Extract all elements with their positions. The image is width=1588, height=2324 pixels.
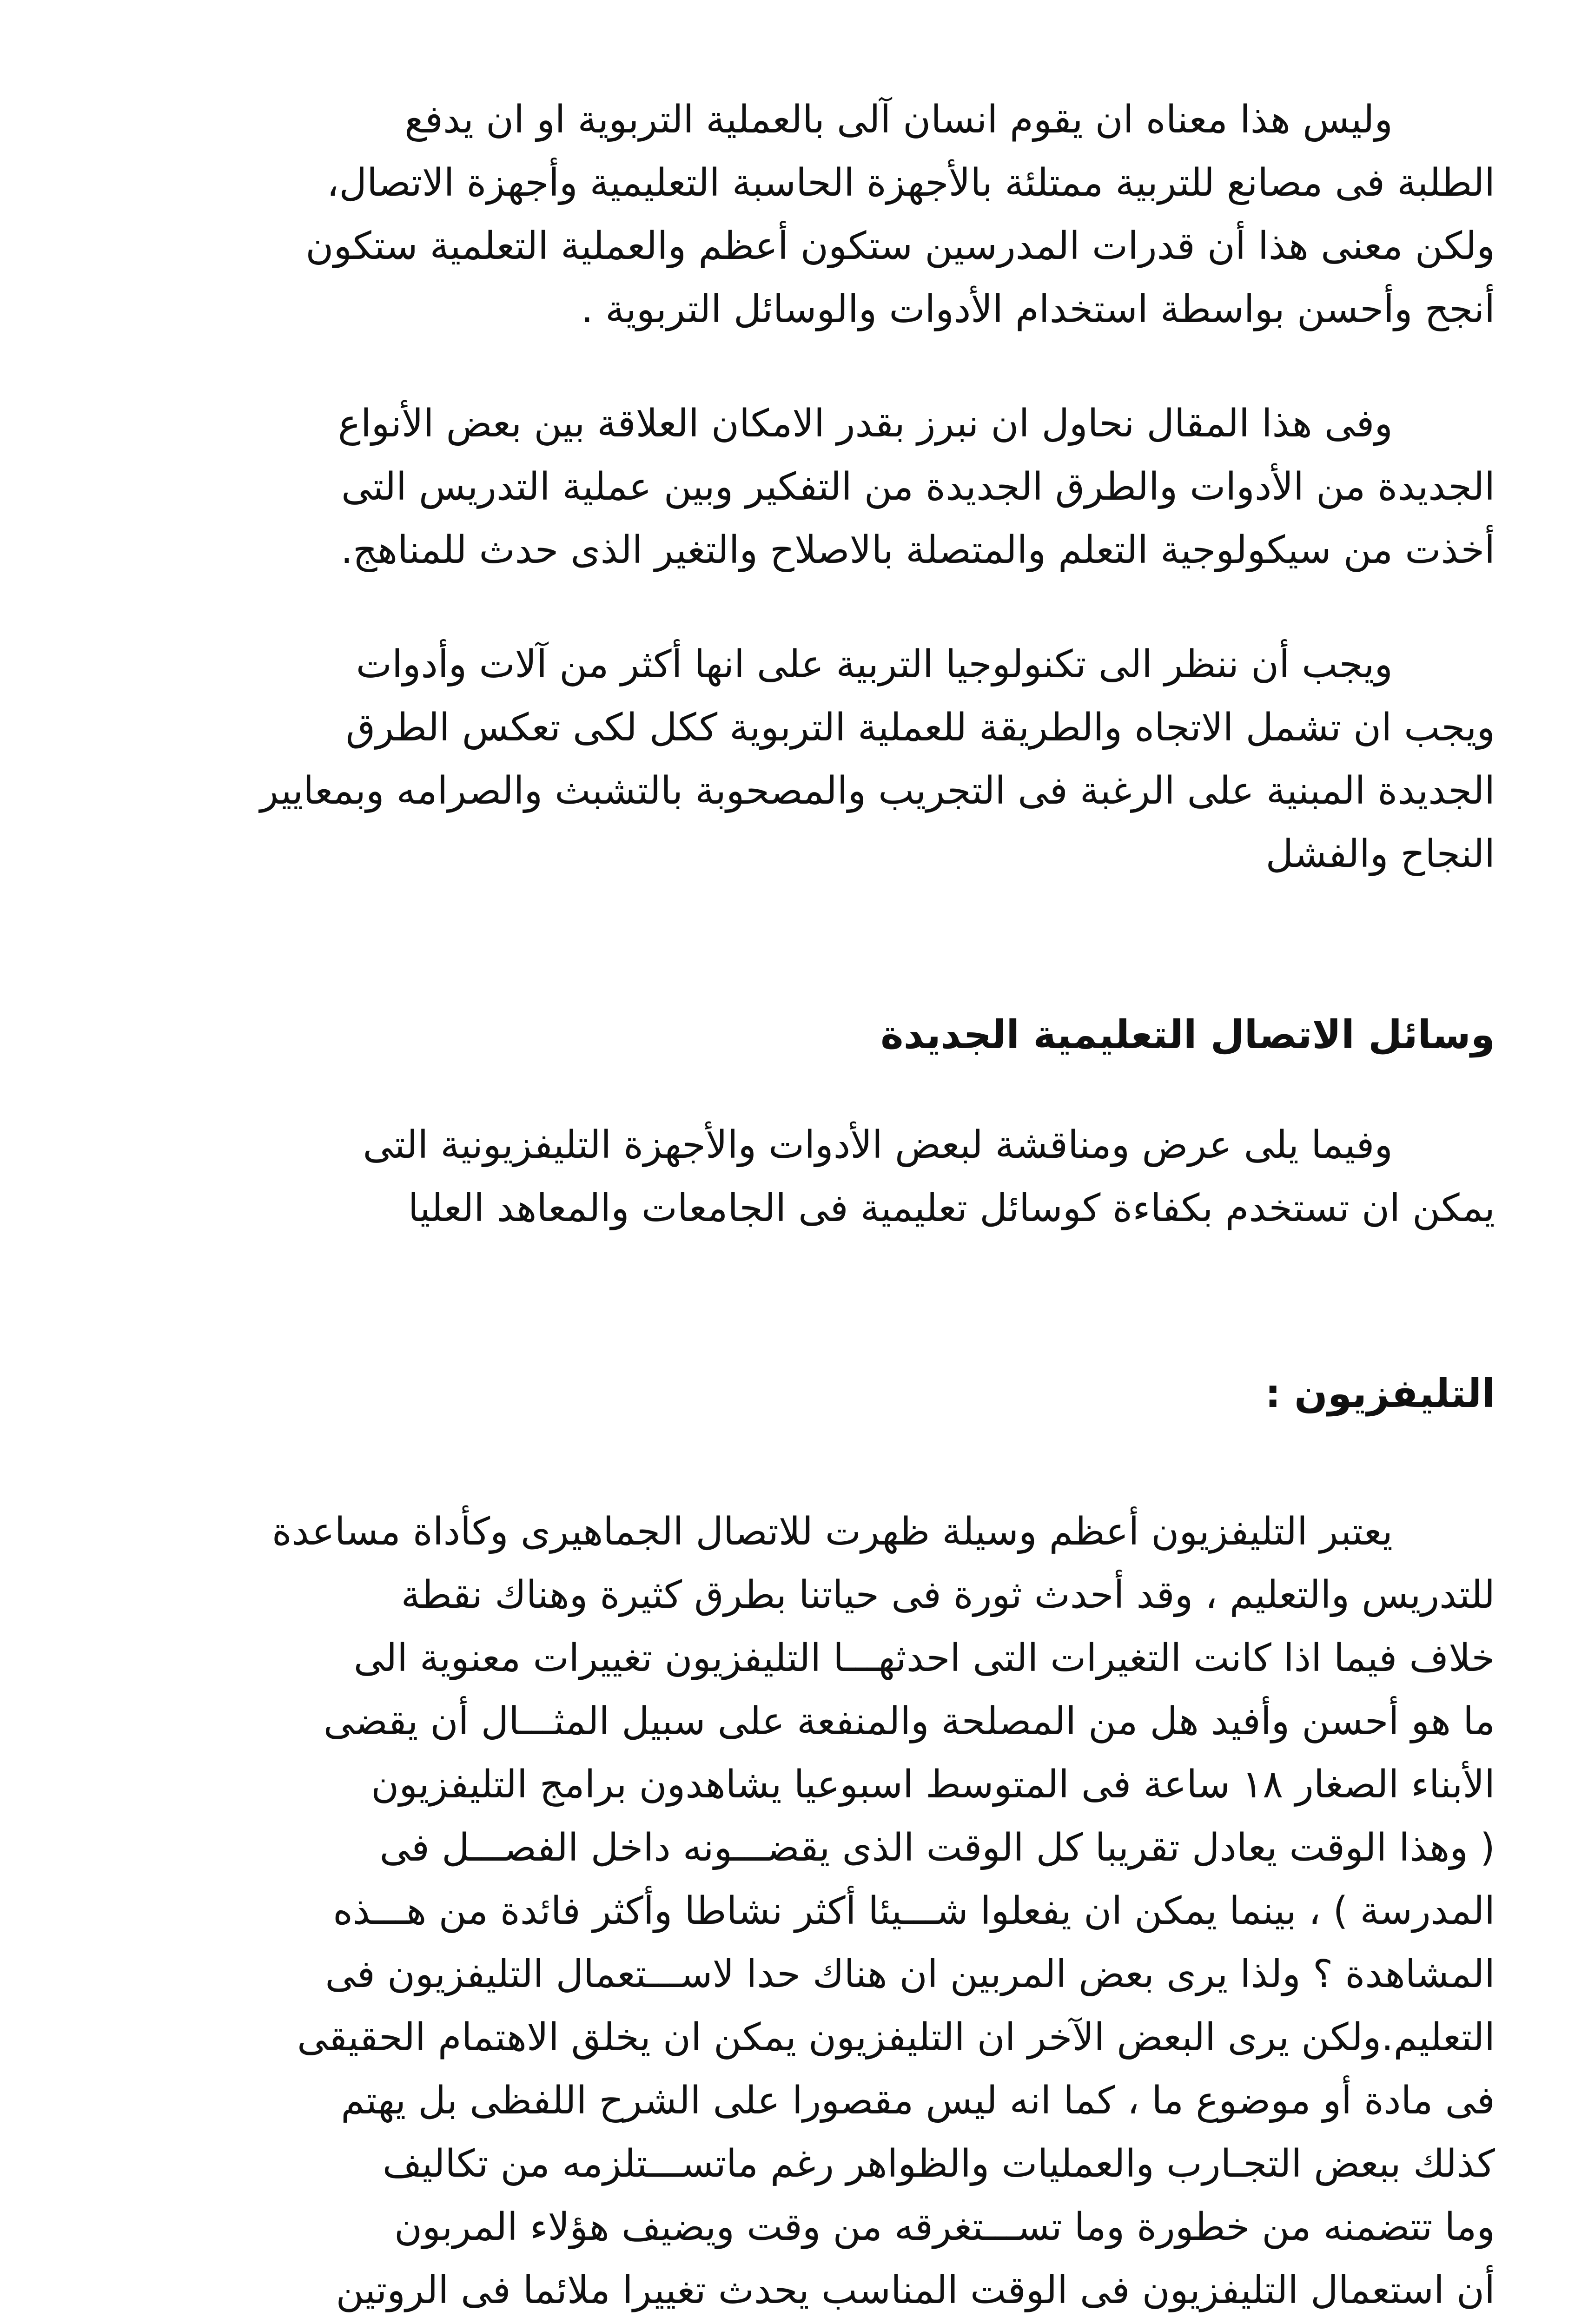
paragraph-1 xyxy=(107,88,1495,341)
text-line: يعتبر التليفزيون أعظم وسيلة ظهرت للاتصال الجماهيرى وكأداة مساعدة xyxy=(271,1510,1393,1554)
text-line: ولكن معنى هذا أن قدرات المدرسين ستكون أعظم والعملية التعلمية ستكون xyxy=(305,224,1495,268)
text-line: الأبناء الصغار ١٨ ساعة فى المتوسط اسبوعيا يشاهدون برامج التليفزيون xyxy=(371,1763,1495,1807)
text-line: ( وهذا الوقت يعادل تقريبا كل الوقت الذى يقضـــونه داخل الفصـــل فى xyxy=(379,1826,1495,1870)
text-line: المشاهدة ؟ ولذا يرى بعض المربين ان هناك حدا لاســـتعمال التليفزيون فى xyxy=(325,1952,1495,1996)
text-line: ويجب ان تشمل الاتجاه والطريقة للعملية التربوية ككل لكى تعكس الطرق xyxy=(345,706,1495,750)
text-line: وليس هذا معناه ان يقوم انسان آلى بالعملية التربوية او ان يدفع xyxy=(404,98,1393,142)
text-line: النجاح والفشل xyxy=(1265,832,1495,876)
text-line: أنجح وأحسن بواسطة استخدام الأدوات والوسائل التربوية . xyxy=(581,287,1495,331)
paragraph-5 xyxy=(107,1500,1495,2324)
text-line: الجديدة من الأدوات والطرق الجديدة من التفكير وبين عملية التدريس التى xyxy=(341,465,1495,509)
section-heading: وسائل الاتصال التعليمية الجديدة xyxy=(880,1012,1495,1057)
text-line: وما تتضمنه من خطورة وما تســـتغرقه من وقت ويضيف هؤلاء المربون xyxy=(394,2205,1495,2249)
text-line: وفى هذا المقال نحاول ان نبرز بقدر الامكان العلاقة بين بعض الأنواع xyxy=(337,402,1393,446)
text-line: أن استعمال التليفزيون فى الوقت المناسب يحدث تغييرا ملائما فى الروتين xyxy=(336,2268,1495,2312)
text-line: أخذت من سيكولوجية التعلم والمتصلة بالاصلاح والتغير الذى حدث للمناهج. xyxy=(340,528,1495,572)
paragraph-4 xyxy=(107,1114,1495,1240)
text-line: يمكن ان تستخدم بكفاءة كوسائل تعليمية فى الجامعات والمعاهد العليا xyxy=(408,1186,1495,1230)
paragraph-3 xyxy=(107,633,1495,886)
subsection-heading: التليفزيون : xyxy=(1265,1371,1495,1416)
text-line xyxy=(107,2322,1495,2324)
text-line: كذلك ببعض التجـارب والعمليات والظواهر رغم ماتســـتلزمه من تكاليف xyxy=(382,2142,1495,2186)
text-line: ويجب أن ننظر الى تكنولوجيا التربية على انها أكثر من آلات وأدوات xyxy=(356,642,1393,687)
text-line: وفيما يلى عرض ومناقشة لبعض الأدوات والأجهزة التليفزيونية التى xyxy=(363,1123,1393,1167)
text-line: التعليم.ولكن يرى البعض الآخر ان التليفزيون يمكن ان يخلق الاهتمام الحقيقى xyxy=(297,2015,1495,2060)
text-line: الجديدة المبنية على الرغبة فى التجريب والمصحوبة بالتشبث والصرامه وبمعايير xyxy=(260,769,1495,813)
paragraph-2 xyxy=(107,392,1495,582)
text-line: ما هو أحسن وأفيد هل من المصلحة والمنفعة على سبيل المثـــال أن يقضى xyxy=(323,1699,1495,1743)
text-line: الطلبة فى مصانع للتربية ممتلئة بالأجهزة الحاسبة التعليمية وأجهزة الاتصال، xyxy=(326,161,1495,205)
text-line: المدرسة ) ، بينما يمكن ان يفعلوا شـــيئا أكثر نشاطا وأكثر فائدة من هـــذه xyxy=(333,1889,1495,1933)
text-line: للتدريس والتعليم ، وقد أحدث ثورة فى حياتنا بطرق كثيرة وهناك نقطة xyxy=(401,1573,1495,1617)
text-line: خلاف فيما اذا كانت التغيرات التى احدثهـــا التليفزيون تغييرات معنوية الى xyxy=(353,1636,1495,1680)
text-line: فى مادة أو موضوع ما ، كما انه ليس مقصورا على الشرح اللفظى بل يهتم xyxy=(341,2079,1495,2123)
